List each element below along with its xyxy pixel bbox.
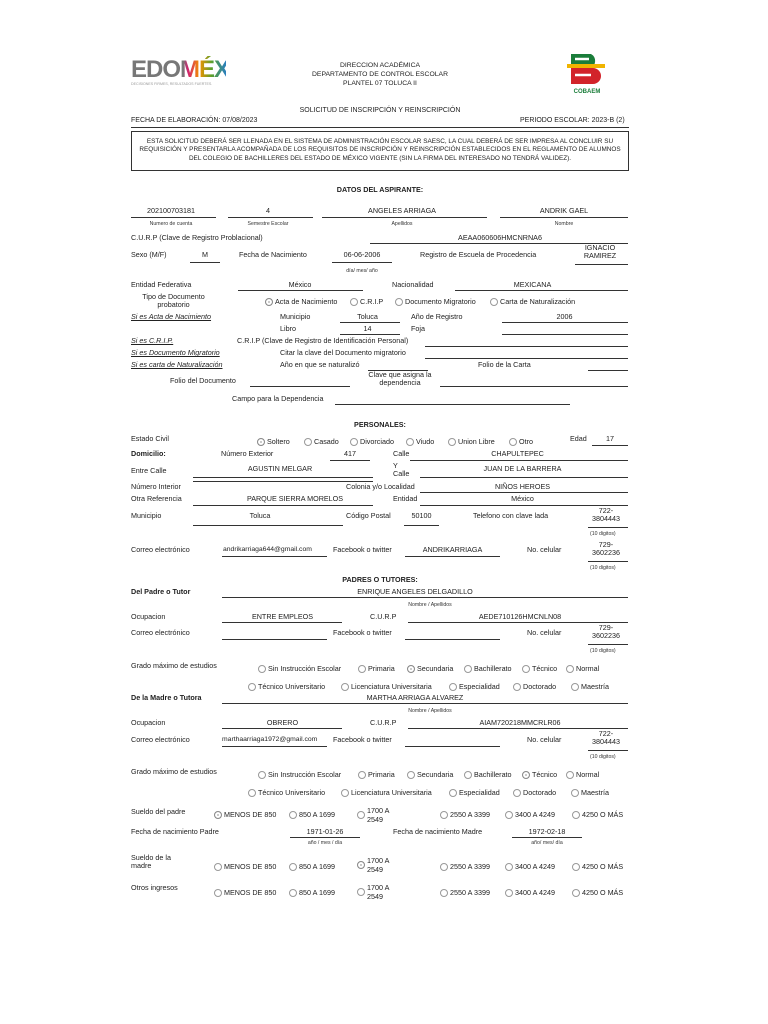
apellidos-label: Apellidos xyxy=(391,221,413,227)
si-carta-label: Si es carta de Naturalización xyxy=(131,360,223,369)
doc-radio-acta[interactable]: Acta de Nacimiento xyxy=(265,297,337,306)
header-line-1: DIRECCION ACADÉMICA xyxy=(339,62,421,69)
otros-menos-850[interactable]: MENOS DE 850 xyxy=(214,888,276,897)
entre-calle-value[interactable]: AGUSTIN MELGAR xyxy=(247,464,313,473)
padre-curp-value[interactable]: AEDE710126HMCNLN08 xyxy=(478,612,562,621)
folio-doc-label: Folio del Documento xyxy=(170,376,236,385)
nombre[interactable]: ANDRIK GAEL xyxy=(539,206,589,215)
sexo-value[interactable]: M xyxy=(202,250,208,259)
entidad-dom-label: Entidad xyxy=(393,494,418,503)
sueldo-madre-menos-850[interactable]: MENOS DE 850 xyxy=(214,862,276,871)
migratorio-clave-label: Citar la clave del Documento migratorio xyxy=(280,348,406,357)
y-calle-label: Y Calle xyxy=(393,461,410,479)
section-personales: PERSONALES: xyxy=(354,420,406,429)
anio-registro-value[interactable]: 2006 xyxy=(556,312,573,321)
civil-radio-viudo[interactable]: Viudo xyxy=(406,437,434,446)
instructions-notice: ESTA SOLICITUD DEBERÁ SER LLENADA EN EL SISTEMA DE ADMINISTRACIÓN ESCOLAR SAESC, LA CUAL DEBERÁ DE SER IMPRESA AL CONCLUIR SU REQUISICIÓN Y PRESENTARLA ACOMPAÑADA DE LOS REQUISITOS DE INSCRIPCIÓN Y REINSCRIPCIÓN ESTABLECIDOS EN EL REGLAMENTO DE ALUMNOS DEL COLEGIO DE BACHILLERES DEL ESTADO DE MÉXICO VIGENTE (SIN LA FIRMA DEL INTERESADO NO TENDRÁ VALIDEZ). xyxy=(131,131,629,171)
escuela-value[interactable]: IGNACIO RAMIREZ xyxy=(583,243,617,261)
calle-value[interactable]: CHAPULTEPEC xyxy=(491,449,544,458)
madre-facebook-label: Facebook o twitter xyxy=(333,735,392,744)
otros-2550-3399[interactable]: 2550 A 3399 xyxy=(440,888,490,897)
cuenta-label: Numero de cuenta xyxy=(149,221,193,227)
madre-grado-label: Grado máximo de estudios xyxy=(131,767,217,776)
madre-grado-tecnico-univ[interactable]: Técnico Universitario xyxy=(248,788,325,797)
sueldo-padre-menos-850[interactable]: MENOS DE 850 xyxy=(214,810,276,819)
padre-curp-label: C.U.R.P xyxy=(370,612,397,621)
doc-radio-migratorio[interactable]: Documento Migratorio xyxy=(395,297,476,306)
telefono-label: Telefono con clave lada xyxy=(473,511,549,520)
civil-radio-divorciado[interactable]: Divorciado xyxy=(350,437,394,446)
edomex-logo xyxy=(131,56,230,92)
madre-grado-primaria[interactable]: Primaria xyxy=(358,770,395,779)
madre-grado-normal[interactable]: Normal xyxy=(566,770,599,779)
libro-value[interactable]: 14 xyxy=(363,324,372,333)
madre-nombre-hint: Nombre / Apellidos xyxy=(408,708,452,714)
correo-value[interactable]: andrikarriaga644@gmail.com xyxy=(223,546,312,553)
padre-grado-tecnico[interactable]: Técnico xyxy=(522,664,557,673)
tipo-doc-label: Tipo de Documento probatorio xyxy=(142,292,205,310)
madre-grado-licenciatura[interactable]: Licenciatura Universitaria xyxy=(341,788,432,797)
edad-label: Edad xyxy=(570,434,587,443)
fnac-madre-format: año/ mes/ día xyxy=(531,840,563,846)
padre-ocupacion-value[interactable]: ENTRE EMPLEOS xyxy=(251,612,314,621)
otros-3400-4249[interactable]: 3400 A 4249 xyxy=(505,888,555,897)
escuela-label: Registro de Escuela de Procedencia xyxy=(420,250,537,259)
sueldo-padre-850-1699[interactable]: 850 A 1699 xyxy=(289,810,335,819)
sueldo-madre-3400-4249[interactable]: 3400 A 4249 xyxy=(505,862,555,871)
madre-label: De la Madre o Tutora xyxy=(131,693,202,702)
facebook-value[interactable]: ANDRIKARRIAGA xyxy=(422,545,483,554)
num-int-label: Número Interior xyxy=(131,482,181,491)
entidad-dom-value[interactable]: México xyxy=(511,494,534,503)
libro-label: Libro xyxy=(280,324,296,333)
madre-celular-value[interactable]: 722-3804443 xyxy=(592,729,620,747)
civil-radio-union-libre[interactable]: Union Libre xyxy=(448,437,495,446)
folio-carta-label: Folio de la Carta xyxy=(478,360,531,369)
fnac-madre-value[interactable]: 1972-02-18 xyxy=(528,827,566,836)
madre-curp-label: C.U.R.P xyxy=(370,718,397,727)
doc-radio-crip[interactable]: C.R.I.P xyxy=(350,297,383,306)
civil-radio-casado[interactable]: Casado xyxy=(304,437,339,446)
fnac-padre-value[interactable]: 1971-01-26 xyxy=(306,827,344,836)
sueldo-madre-4250-mas[interactable]: 4250 O MÁS xyxy=(572,862,623,871)
edomex-logo-text: EDOMÉX xyxy=(131,56,230,83)
header-line-3: PLANTEL 07 TOLUCA II xyxy=(343,80,417,87)
num-ext-value[interactable]: 417 xyxy=(344,449,356,458)
fecha-nac-value[interactable]: 06-06-2006 xyxy=(343,250,381,259)
otros-4250-mas[interactable]: 4250 O MÁS xyxy=(572,888,623,897)
campo-dependencia-label: Campo para la Dependencia xyxy=(232,394,324,403)
padre-grado-label: Grado máximo de estudios xyxy=(131,661,217,670)
entidad-label: Entidad Federativa xyxy=(131,280,192,289)
padre-grado-licenciatura[interactable]: Licenciatura Universitaria xyxy=(341,682,432,691)
colonia-value[interactable]: NIÑOS HEROES xyxy=(494,482,551,491)
padre-grado-especialidad[interactable]: Especialidad xyxy=(449,682,500,691)
madre-correo-label: Correo electrónico xyxy=(131,735,190,744)
madre-nombre[interactable]: MARTHA ARRIAGA ALVAREZ xyxy=(366,693,464,702)
header-line-2: DEPARTAMENTO DE CONTROL ESCOLAR xyxy=(312,71,448,78)
num-ext-label: Número Exterior xyxy=(221,449,274,458)
periodo-escolar: PERIODO ESCOLAR: 2023-B (2) xyxy=(520,117,625,124)
sueldo-padre-1700-2549[interactable]: 1700 A 2549 xyxy=(357,806,397,824)
padre-grado-doctorado[interactable]: Doctorado xyxy=(513,682,556,691)
padre-celular-digitos: (10 digitos) xyxy=(590,648,616,654)
sueldo-padre-label: Sueldo del padre xyxy=(131,807,186,816)
padre-ocupacion-label: Ocupacion xyxy=(131,612,166,621)
padre-grado-normal[interactable]: Normal xyxy=(566,664,599,673)
padre-celular-label: No. celular xyxy=(527,628,562,637)
calle-label: Calle xyxy=(393,449,410,458)
celular-value[interactable]: 729-3602236 xyxy=(592,540,620,558)
padre-grado-maestria[interactable]: Maestría xyxy=(571,682,609,691)
si-acta-label: Si es Acta de Nacimiento xyxy=(131,312,212,321)
municipio-dom-label: Municipio xyxy=(131,511,162,520)
clave-dependencia-label: Clave que asigna la dependencia xyxy=(368,370,432,388)
section-padres: PADRES O TUTORES: xyxy=(342,575,418,584)
edad-value[interactable]: 17 xyxy=(606,434,614,443)
domicilio-label: Domicilio: xyxy=(131,449,166,458)
padre-grado-primaria[interactable]: Primaria xyxy=(358,664,395,673)
civil-radio-otro[interactable]: Otro xyxy=(509,437,533,446)
fnac-madre-label: Fecha de nacimiento Madre xyxy=(393,827,483,836)
cp-value[interactable]: 50100 xyxy=(411,511,432,520)
form-title: SOLICITUD DE INSCRIPCIÓN Y REINSCRIPCIÓN xyxy=(299,107,461,114)
sueldo-madre-850-1699[interactable]: 850 A 1699 xyxy=(289,862,335,871)
madre-correo-value[interactable]: marthaarriaga1972@gmail.com xyxy=(222,736,318,743)
foja-label: Foja xyxy=(411,324,425,333)
otros-850-1699[interactable]: 850 A 1699 xyxy=(289,888,335,897)
colonia-label: Colonia y/o Localidad xyxy=(346,482,415,491)
semestre[interactable]: 4 xyxy=(266,206,270,215)
edomex-tagline: DECISIONES FIRMES, RESULTADOS FUERTES. xyxy=(131,82,213,86)
otros-ingresos-label: Otros ingresos xyxy=(131,883,178,892)
celular-label: No. celular xyxy=(527,545,562,554)
otra-ref-value[interactable]: PARQUE SIERRA MORELOS xyxy=(246,494,344,503)
madre-grado-doctorado[interactable]: Doctorado xyxy=(513,788,556,797)
fnac-padre-format: año / mes / día xyxy=(307,840,343,846)
madre-curp-value[interactable]: AIAM720218MMCRLR06 xyxy=(479,718,561,727)
municipio-value[interactable]: Toluca xyxy=(357,312,378,321)
telefono-digitos: (10 digitos) xyxy=(590,531,616,537)
doc-radio-naturalizacion[interactable]: Carta de Naturalización xyxy=(490,297,575,306)
si-migratorio-label: Si es Documento Migratorio xyxy=(131,348,220,357)
sueldo-madre-2550-3399[interactable]: 2550 A 3399 xyxy=(440,862,490,871)
madre-grado-secundaria[interactable]: Secundaria xyxy=(407,770,453,779)
sueldo-madre-1700-2549[interactable]: 1700 A 2549 xyxy=(357,856,397,874)
madre-celular-digitos: (10 digitos) xyxy=(590,754,616,760)
cobaem-emblem-icon xyxy=(565,50,609,86)
sexo-label: Sexo (M/F) xyxy=(131,250,167,259)
fnac-padre-label: Fecha de nacimiento Padre xyxy=(131,827,219,836)
cobaem-caption: COBAEM xyxy=(573,89,601,95)
entidad-value[interactable]: México xyxy=(288,280,312,289)
sueldo-madre-label: Sueldo de la madre xyxy=(131,853,171,871)
semestre-label: Semestre Escolar xyxy=(247,221,289,227)
y-calle-value[interactable]: JUAN DE LA BARRERA xyxy=(483,464,562,473)
numero-cuenta[interactable]: 202100703181 xyxy=(147,206,195,215)
padre-nombre[interactable]: ENRIQUE ANGELES DELGADILLO xyxy=(357,587,473,596)
padre-grado-secundaria[interactable]: Secundaria xyxy=(407,664,453,673)
section-aspirante: DATOS DEL ASPIRANTE: xyxy=(336,185,424,194)
facebook-label: Facebook o twitter xyxy=(333,545,392,554)
madre-grado-bachillerato[interactable]: Bachillerato xyxy=(464,770,512,779)
madre-grado-sin-instruccion[interactable]: Sin Instrucción Escolar xyxy=(258,770,341,779)
madre-grado-especialidad[interactable]: Especialidad xyxy=(449,788,500,797)
curp-label: C.U.R.P (Clave de Registro Problacional) xyxy=(131,233,263,242)
madre-ocupacion-value[interactable]: OBRERO xyxy=(266,718,299,727)
padre-nombre-hint: Nombre / Apellidos xyxy=(408,602,452,608)
cp-label: Código Postal xyxy=(346,511,391,520)
padre-grado-tecnico-univ[interactable]: Técnico Universitario xyxy=(248,682,325,691)
curp-value[interactable]: AEAA060606HMCNRNA6 xyxy=(458,233,542,242)
padre-celular-value[interactable]: 729-3602236 xyxy=(592,623,620,641)
cobaem-logo xyxy=(565,50,609,94)
celular-digitos: (10 digitos) xyxy=(590,565,616,571)
nombre-label: Nombre xyxy=(554,221,574,227)
madre-celular-label: No. celular xyxy=(527,735,562,744)
fecha-nac-label: Fecha de Nacimiento xyxy=(239,250,307,259)
padre-correo-label: Correo electrónico xyxy=(131,628,190,637)
entre-calle-label: Entre Calle xyxy=(131,466,167,475)
otros-1700-2549[interactable]: 1700 A 2549 xyxy=(357,883,397,901)
padre-grado-sin-instruccion[interactable]: Sin Instrucción Escolar xyxy=(258,664,341,673)
sueldo-padre-4250-mas[interactable]: 4250 O MÁS xyxy=(572,810,623,819)
madre-grado-maestria[interactable]: Maestría xyxy=(571,788,609,797)
fecha-nac-format: día/ mes/ año xyxy=(346,268,378,274)
municipio-dom-value[interactable]: Toluca xyxy=(249,511,271,520)
nacionalidad-value[interactable]: MEXICANA xyxy=(513,280,552,289)
apellidos[interactable]: ANGELES ARRIAGA xyxy=(368,206,436,215)
otra-ref-label: Otra Referencia xyxy=(131,494,182,503)
madre-grado-tecnico[interactable]: Técnico xyxy=(522,770,557,779)
padre-grado-bachillerato[interactable]: Bachillerato xyxy=(464,664,512,673)
telefono-value[interactable]: 722-3804443 xyxy=(592,506,620,524)
si-crip-label: Si es C.R.I.P. xyxy=(131,336,174,345)
fecha-elaboracion: FECHA DE ELABORACIÓN: 07/08/2023 xyxy=(131,117,258,124)
crip-clave-label: C.R.I.P (Clave de Registro de Identificación Personal) xyxy=(237,336,409,345)
anio-registro-label: Año de Registro xyxy=(411,312,463,321)
municipio-label: Municipio xyxy=(280,312,311,321)
estado-civil-label: Estado Civil xyxy=(131,434,169,443)
madre-ocupacion-label: Ocupacion xyxy=(131,718,166,727)
sueldo-padre-3400-4249[interactable]: 3400 A 4249 xyxy=(505,810,555,819)
padre-facebook-label: Facebook o twitter xyxy=(333,628,392,637)
civil-radio-soltero[interactable]: Soltero xyxy=(257,437,290,446)
correo-label: Correo electrónico xyxy=(131,545,190,554)
anio-naturalizo-label: Año en que se naturalizó xyxy=(280,360,360,369)
padre-label: Del Padre o Tutor xyxy=(131,587,191,596)
nacionalidad-label: Nacionalidad xyxy=(392,280,434,289)
sueldo-padre-2550-3399[interactable]: 2550 A 3399 xyxy=(440,810,490,819)
